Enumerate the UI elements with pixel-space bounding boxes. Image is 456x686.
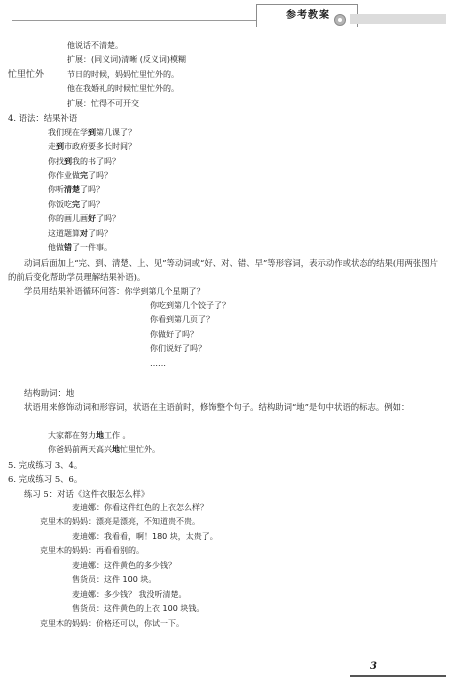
- vocab-line-text: 节日的时候，妈妈忙里忙外的。: [67, 69, 179, 79]
- header-ornament-icon: [334, 14, 346, 26]
- drill-intro: 学员用结果补语循环问答：: [24, 286, 125, 297]
- header-bar: [350, 14, 446, 24]
- example-line: 我们现在学到第几课了？: [48, 127, 136, 137]
- dialogue-line: 麦迪娜：这件黄色的多少钱？: [72, 560, 176, 570]
- dialogue-line: 克里木的妈妈：价格还可以，你试一下。: [40, 618, 184, 628]
- section-5-heading: 5. 完成练习 3、4。: [8, 459, 83, 470]
- example-line: 你找到我的书了吗？: [48, 156, 120, 166]
- example-line: 他做错了一件事。: [48, 243, 112, 253]
- vocab-line: 扩展：(同义词)清晰 (反义词)模糊: [67, 55, 187, 65]
- dialogue-line: 克里木的妈妈：漂亮是漂亮，不知道贵不贵。: [40, 517, 200, 527]
- dialogue-line: 售货员：这件黄色的上衣 100 块钱。: [72, 604, 205, 614]
- example-line: 大家都在努力地工作 。: [48, 430, 131, 440]
- vocab-line: [0, 68, 456, 82]
- vocab-label: 忙里忙外: [8, 69, 45, 80]
- dialogue-line: 克里木的妈妈：再看看别的。: [40, 546, 144, 556]
- section-6-heading: 6. 完成练习 5、6。: [8, 474, 83, 485]
- spacer: [0, 371, 456, 385]
- structural-heading: 结构助词：地: [24, 387, 75, 398]
- example-line: 你作业做完了吗？: [48, 170, 112, 180]
- drill-item: 你看到第几页了？: [150, 315, 214, 325]
- vocab-line: 扩展：忙得不可开交: [67, 98, 139, 108]
- example-line: 你饭吃完了吗？: [48, 199, 104, 209]
- vocab-line: 他说话不清楚。: [67, 41, 123, 50]
- vocab-block-mangli: [0, 39, 456, 111]
- drill-line: [0, 284, 456, 298]
- drill-item: 你学到第几个星期了？: [124, 287, 205, 297]
- section-4-heading: 4. 语法：结果补语: [8, 113, 78, 124]
- drill-item: 你做好了吗？: [150, 329, 198, 339]
- footer-rule: [350, 675, 446, 677]
- example-line: 走到市政府要多长时间？: [48, 142, 136, 152]
- dialogue-line: 麦迪娜：你看这件红色的上衣怎么样？: [72, 503, 208, 513]
- header-title: 参考教案: [286, 10, 330, 21]
- dialogue-line: 麦迪娜：多少钱？ 我没听清楚。: [72, 589, 187, 599]
- structural-explanation: 状语用来修饰动词和形容词，状语在主语前时，修饰整个句子。结构助词“地”是句中状语的标志。例如：: [24, 401, 410, 412]
- example-line: 你听清楚了吗？: [48, 185, 104, 195]
- drill-item: 你们说好了吗？: [150, 344, 206, 354]
- example-line: 你爸妈前两天高兴地忙里忙外。: [48, 445, 160, 455]
- result-complement-examples: [0, 126, 456, 256]
- drill-item: ……: [150, 358, 166, 368]
- drill-item: 你吃到第几个饺子了？: [150, 300, 230, 310]
- example-line: 这道题算对了吗？: [48, 228, 112, 238]
- vocab-line: 他在我婚礼的时候忙里忙外的。: [67, 84, 179, 94]
- result-complement-explanation: 动词后面加上“完、到、清楚、上、见”等动词或“好、对、错、早”等形容词，表示动作或状态的结果(用两张图片的前后变化帮助学员理解结果补语)。: [8, 257, 439, 283]
- exercise-title: 练习 5：对话《这件衣服怎么样》: [24, 488, 150, 499]
- example-line: 你的画儿画好了吗？: [48, 214, 120, 224]
- dialogue-line: 售货员：这件 100 块。: [72, 575, 157, 585]
- page-content: [0, 39, 456, 631]
- page-number: 3: [370, 661, 377, 672]
- dialogue-line: 麦迪娜：我看看，啊！180 块，太贵了。: [72, 531, 218, 541]
- dialogue: [0, 501, 456, 631]
